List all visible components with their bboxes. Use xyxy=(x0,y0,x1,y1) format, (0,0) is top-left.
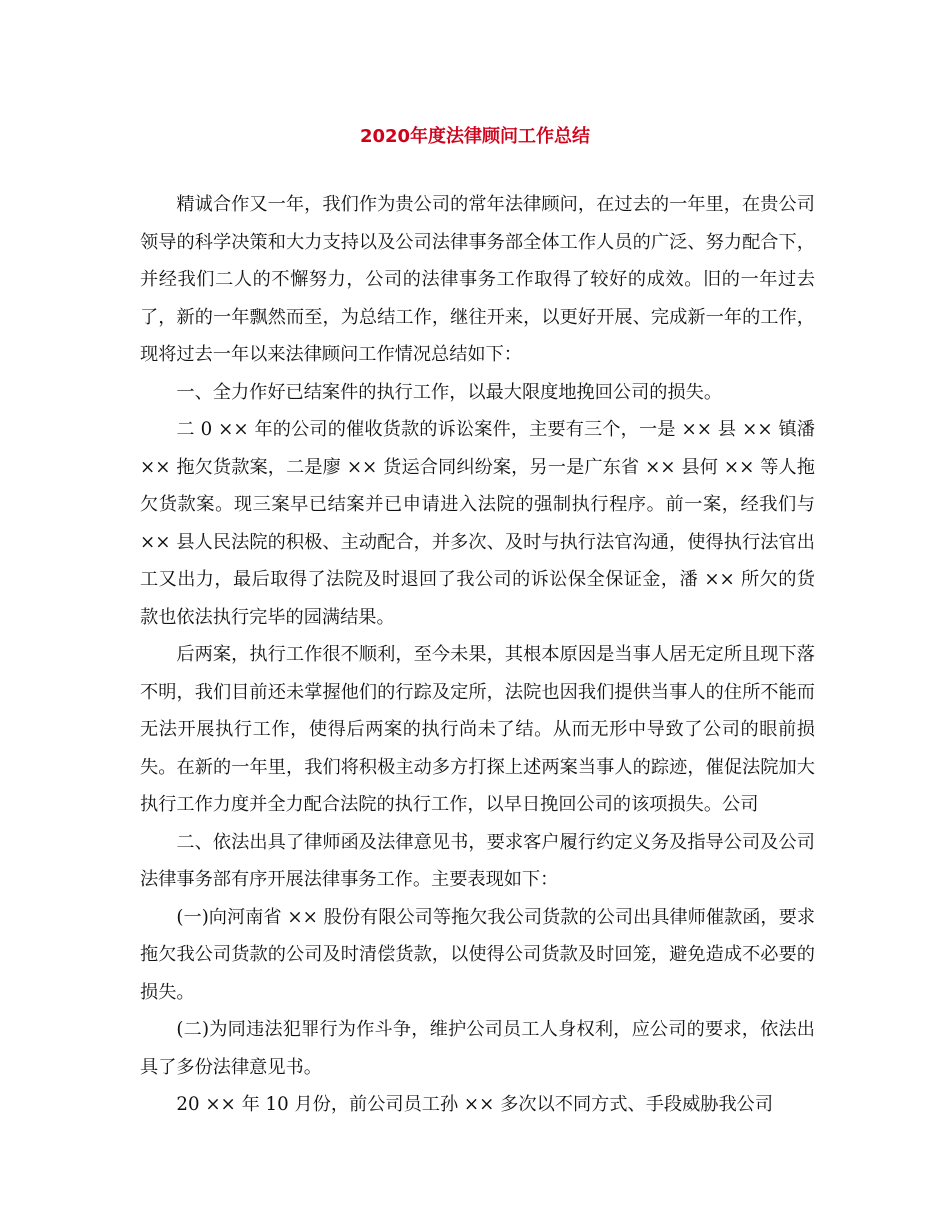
paragraph: (一)向河南省 ×× 股份有限公司等拖欠我公司货款的公司出具律师催款函，要求拖欠我公司货款的公司及时清偿货款，以使得公司货款及时回笼，避免造成不必要的损失。 xyxy=(140,906,815,1003)
document-title: 2020年度法律顾问工作总结 xyxy=(359,126,591,147)
document-body xyxy=(140,186,815,1124)
paragraph: 精诚合作又一年，我们作为贵公司的常年法律顾问，在过去的一年里，在贵公司领导的科学决策和大力支持以及公司法律事务部全体工作人员的广泛、努力配合下，并经我们二人的不懈努力，公司的法律事务工作取得了较好的成效。旧的一年过去了，新的一年飘然而至，为总结工作，继往开来，以更好开展、完成新一年的工作，现将过去一年以来法律顾问工作情况总结如下： xyxy=(140,194,815,365)
section-heading: 二、依法出具了律师函及法律意见书，要求客户履行约定义务及指导公司及公司法律事务部有序开展法律事务工作。主要表现如下： xyxy=(140,831,815,890)
section-heading: 一、全力作好已结案件的执行工作，以最大限度地挽回公司的损失。 xyxy=(176,381,723,403)
paragraph: 后两案，执行工作很不顺利，至今未果，其根本原因是当事人居无定所且现下落不明，我们目前还未掌握他们的行踪及定所，法院也因我们提供当事人的住所不能而无法开展执行工作，使得后两案的执行尚未了结。从而无形中导致了公司的眼前损失。在新的一年里，我们将积极主动多方打探上述两案当事人的踪迹，催促法院加大执行工作力度并全力配合法院的执行工作，以早日挽回公司的该项损失。公司 xyxy=(140,644,815,815)
paragraph: 二 0 ×× 年的公司的催收货款的诉讼案件，主要有三个，一是 ×× 县 ×× 镇潘 ×× 拖欠货款案，二是廖 ×× 货运合同纠纷案，另一是广东省 ×× 县何 ×× 等人拖欠货款案。现三案早已结案并已申请进入法院的强制执行程序。前一案，经我们与 ×× 县人民法院的积极、主动配合，并多次、及时与执行法官沟通，使得执行法官出工又出力，最后取得了法院及时退回了我公司的诉讼保全保证金，潘 ×× 所欠的货款也依法执行完毕的园满结果。 xyxy=(140,419,815,628)
paragraph: 20 ×× 年 10 月份，前公司员工孙 ×× 多次以不同方式、手段威胁我公司 xyxy=(176,1094,774,1115)
paragraph: (二)为同违法犯罪行为作斗争，维护公司员工人身权利，应公司的要求，依法出具了多份法律意见书。 xyxy=(140,1019,815,1078)
